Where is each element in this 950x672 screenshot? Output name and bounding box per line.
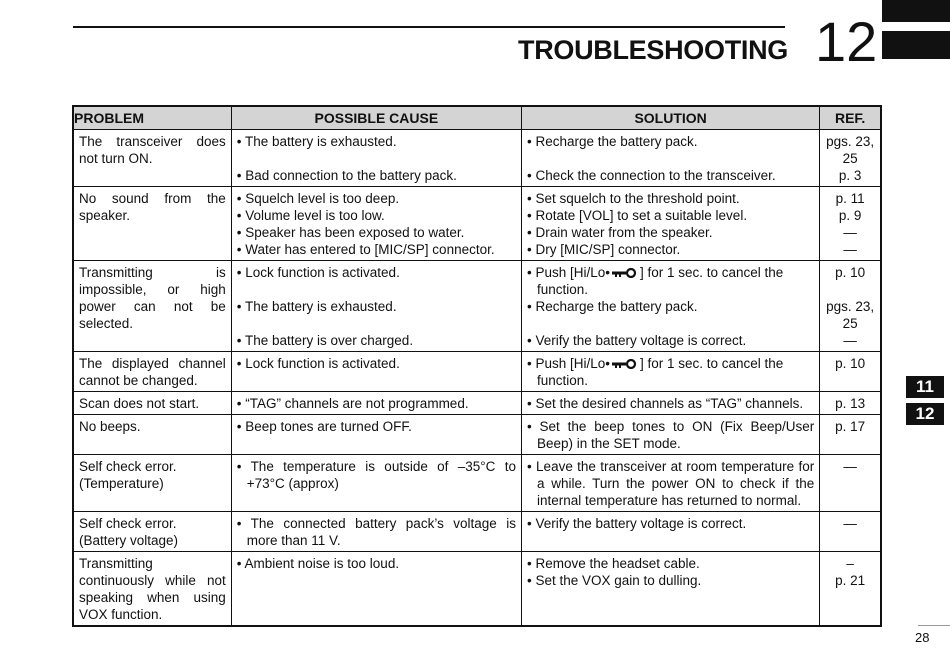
key-icon <box>612 359 638 369</box>
problem-line: (Battery voltage) <box>79 533 179 548</box>
problem-cell: Transmitting continuously while not speaking when using VOX function. <box>73 552 231 627</box>
page-number: 28 <box>915 630 930 645</box>
solution-cell <box>521 187 819 261</box>
cause-item: • Beep tones are turned OFF. <box>237 418 516 435</box>
problem-cell: No sound from the speaker. <box>73 187 231 261</box>
ref-value: pgs. 23, <box>826 134 875 149</box>
solution-item: • Drain water from the speaker. <box>527 224 814 241</box>
chapter-number: 12 <box>815 10 878 73</box>
ref-value: — <box>843 242 857 257</box>
table-row <box>73 552 881 627</box>
problem-cell: Transmitting is impossible, or high power can not be selected. <box>73 261 231 352</box>
table-row <box>73 415 881 455</box>
solution-cell <box>521 552 819 627</box>
table-row <box>73 261 881 352</box>
troubleshooting-table <box>72 105 882 627</box>
ref-value: p. 10 <box>835 265 866 280</box>
header-rule <box>73 26 785 28</box>
problem-cell: The displayed channel cannot be changed. <box>73 352 231 392</box>
cause-item: • Water has entered to [MIC/SP] connector. <box>237 241 516 258</box>
ref-value: 25 <box>842 151 858 166</box>
solution-cell <box>521 415 819 455</box>
cause-cell <box>231 130 521 187</box>
table-row <box>73 352 881 392</box>
problem-cell: Scan does not start. <box>73 392 231 415</box>
cause-cell <box>231 392 521 415</box>
cause-item: • The battery is exhausted. <box>237 298 516 315</box>
cause-cell <box>231 552 521 627</box>
ref-value: p. 17 <box>835 419 866 434</box>
table-row <box>73 187 881 261</box>
cause-item: • Lock function is activated. <box>237 264 516 281</box>
solution-item: • Dry [MIC/SP] connector. <box>527 241 814 258</box>
cause-cell <box>231 261 521 352</box>
ref-value: — <box>843 333 857 348</box>
corner-bar-top <box>882 0 950 22</box>
solution-item-lock: • Push [Hi/Lo• ] for 1 sec. to cancel the function. <box>527 355 814 389</box>
solution-cell <box>521 455 819 512</box>
cause-item: • The connected battery pack’s voltage is more than 11 V. <box>237 515 516 549</box>
cause-item: • The temperature is outside of –35°C to +73°C (approx) <box>237 458 516 492</box>
table-header-row <box>73 106 881 130</box>
ref-cell <box>820 455 881 512</box>
solution-item: • Set squelch to the threshold point. <box>527 190 814 207</box>
table-row <box>73 392 881 415</box>
cause-cell <box>231 455 521 512</box>
header-possible-cause: POSSIBLE CAUSE <box>231 106 521 130</box>
header-problem: PROBLEM <box>73 106 231 130</box>
ref-cell <box>820 261 881 352</box>
ref-value: p. 10 <box>835 356 866 371</box>
problem-line: (Temperature) <box>79 476 164 491</box>
ref-value: – <box>846 556 854 571</box>
table-row <box>73 455 881 512</box>
ref-value: p. 21 <box>835 573 866 588</box>
cause-item: • The battery is over charged. <box>237 332 516 349</box>
solution-item: • Verify the battery voltage is correct. <box>527 332 814 349</box>
solution-item: • Verify the battery voltage is correct. <box>527 515 814 532</box>
solution-item: • Leave the transceiver at room temperature for a while. Turn the power ON to check if the internal temperature has returned to normal. <box>527 458 814 509</box>
page-rule <box>918 625 950 626</box>
problem-line: Self check error. <box>79 459 177 474</box>
ref-value: p. 13 <box>835 396 866 411</box>
cause-item: • The battery is exhausted. <box>237 133 516 150</box>
ref-cell <box>820 187 881 261</box>
ref-cell <box>820 130 881 187</box>
problem-cell: No beeps. <box>73 415 231 455</box>
solution-cell <box>521 130 819 187</box>
solution-item: • Check the connection to the transceiver. <box>527 167 814 184</box>
ref-value: — <box>843 459 857 474</box>
solution-cell <box>521 352 819 392</box>
cause-item: • Bad connection to the battery pack. <box>237 167 516 184</box>
problem-cell <box>73 455 231 512</box>
ref-cell <box>820 352 881 392</box>
ref-cell <box>820 392 881 415</box>
ref-cell <box>820 512 881 552</box>
ref-cell <box>820 552 881 627</box>
solution-item: • Set the VOX gain to dulling. <box>527 572 814 589</box>
side-tab-chapter-11[interactable]: 11 <box>906 376 944 398</box>
solution-item: • Remove the headset cable. <box>527 555 814 572</box>
cause-cell <box>231 512 521 552</box>
ref-value: — <box>843 516 857 531</box>
ref-value: p. 11 <box>835 191 865 206</box>
cause-item: • “TAG” channels are not programmed. <box>237 395 516 412</box>
solution-cell <box>521 261 819 352</box>
cause-cell <box>231 187 521 261</box>
solution-cell <box>521 512 819 552</box>
problem-cell <box>73 512 231 552</box>
problem-cell: The transceiver does not turn ON. <box>73 130 231 187</box>
ref-value: 25 <box>842 316 858 331</box>
header-solution: SOLUTION <box>521 106 819 130</box>
cause-item: • Speaker has been exposed to water. <box>237 224 516 241</box>
ref-cell <box>820 415 881 455</box>
solution-item: • Set the beep tones to ON (Fix Beep/User Beep) in the SET mode. <box>527 418 814 452</box>
cause-item: • Lock function is activated. <box>237 355 516 372</box>
cause-item: • Squelch level is too deep. <box>237 190 516 207</box>
solution-item-lock: • Push [Hi/Lo• ] for 1 sec. to cancel the function. <box>527 264 814 298</box>
table-row <box>73 130 881 187</box>
ref-value: p. 9 <box>838 208 862 223</box>
solution-cell <box>521 392 819 415</box>
cause-item: • Ambient noise is too loud. <box>237 555 516 572</box>
problem-line: Self check error. <box>79 516 177 531</box>
chapter-title: TROUBLESHOOTING <box>518 35 788 65</box>
ref-value: pgs. 23, <box>826 299 875 314</box>
solution-item: • Recharge the battery pack. <box>527 133 814 150</box>
solution-item: • Recharge the battery pack. <box>527 298 814 315</box>
cause-cell <box>231 352 521 392</box>
solution-item: • Rotate [VOL] to set a suitable level. <box>527 207 814 224</box>
header-ref: REF. <box>820 106 881 130</box>
key-icon <box>612 268 638 278</box>
table-row <box>73 512 881 552</box>
cause-item: • Volume level is too low. <box>237 207 516 224</box>
ref-value: — <box>843 225 857 240</box>
cause-cell <box>231 415 521 455</box>
corner-bar-mid <box>882 31 950 59</box>
side-tab-chapter-12[interactable]: 12 <box>906 403 944 425</box>
solution-item: • Set the desired channels as “TAG” channels. <box>527 395 814 412</box>
ref-value: p. 3 <box>838 168 862 183</box>
